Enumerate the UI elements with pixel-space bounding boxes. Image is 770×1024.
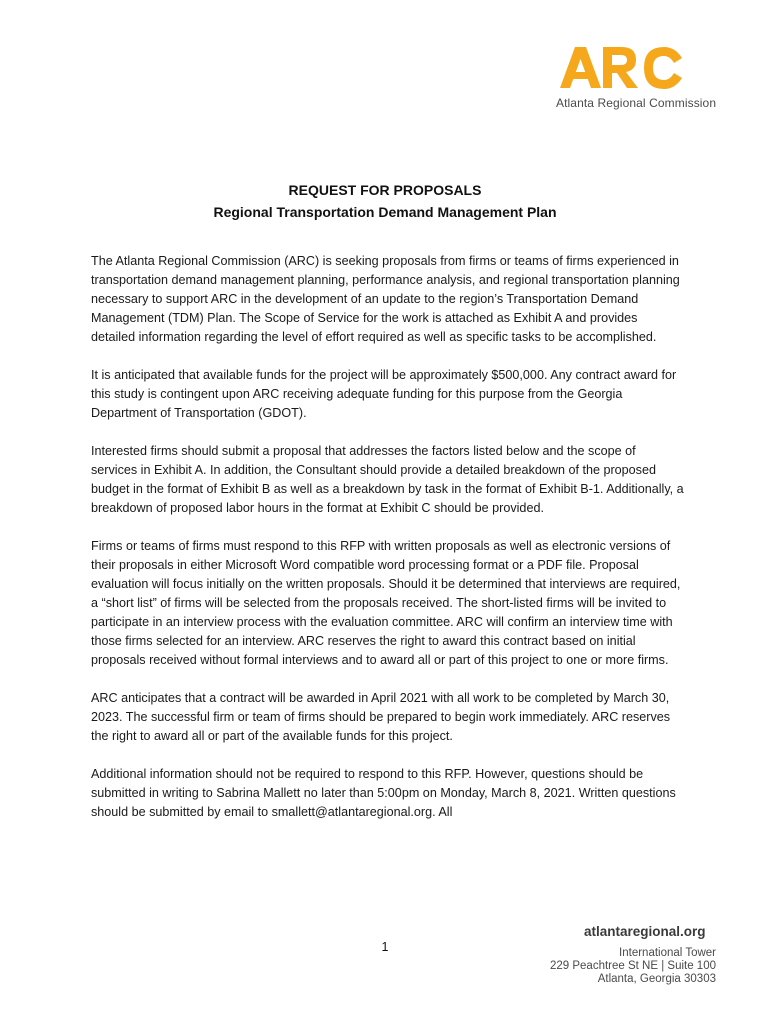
- footer-address: [540, 947, 716, 986]
- paragraph: Interested firms should submit a proposal that addresses the factors listed below and the scope of services in Exhibit A. In addition, the Consultant should provide a detailed breakdown of the proposed budget in the format of Exhibit B as well as a breakdown by task in the format of Exhibit B-1. Additionally, a breakdown of proposed labor hours in the format at Exhibit C should be provided.: [91, 444, 684, 515]
- paragraph: The Atlanta Regional Commission (ARC) is seeking proposals from firms or teams of firms experienced in transportation demand management planning, performance analysis, and regional transportation planning necessary to support ARC in the development of an update to the region’s Transportation Demand Management (TDM) Plan. The Scope of Service for the work is attached as Exhibit A and provides detailed information regarding the level of effort required as well as specific tasks to be accomplished.: [91, 254, 680, 344]
- title-line-1: REQUEST FOR PROPOSALS: [288, 182, 482, 198]
- arc-logo: [556, 44, 726, 90]
- paragraph: ARC anticipates that a contract will be awarded in April 2021 with all work to be completed by March 30, 2023. The successful firm or team of firms should be prepared to begin work immediately. ARC reserves the right to award all or part of the available funds for this project.: [91, 691, 671, 743]
- document-body: [91, 252, 685, 841]
- page-number: 1: [381, 940, 389, 954]
- address-line-3: Atlanta, Georgia 30303: [597, 973, 716, 985]
- address-line-1: International Tower: [619, 947, 716, 959]
- document-title: [0, 179, 770, 223]
- address-line-2: 229 Peachtree St NE | Suite 100: [549, 960, 716, 972]
- paragraph: It is anticipated that available funds for the project will be approximately $500,000. Any contract award for this study is contingent upon ARC receiving adequate funding for this purpose from the Georgia Department of Transportation (GDOT).: [91, 368, 677, 420]
- footer-website: atlantaregional.org: [584, 924, 706, 939]
- paragraph: Additional information should not be required to respond to this RFP. However, questions should be submitted in writing to Sabrina Mallett no later than 5:00pm on Monday, March 8, 2021. Written questions should be submitted by email to smallett@atlantaregional.org. All: [91, 767, 676, 819]
- arc-logo-mark: [556, 44, 686, 90]
- title-line-2: Regional Transportation Demand Management Plan: [213, 204, 557, 220]
- organization-name: Atlanta Regional Commission: [556, 96, 717, 110]
- paragraph: Firms or teams of firms must respond to this RFP with written proposals as well as electronic versions of their proposals in either Microsoft Word compatible word processing format or a PDF file. Proposal evaluation will focus initially on the written proposals. Should it be determined that interviews are required, a “short list” of firms will be selected from the proposals received. The short-listed firms will be invited to participate in an interview process with the evaluation committee. ARC will confirm an interview time with those firms selected for an interview. ARC reserves the right to award this contract based on initial proposals received without formal interviews and to award all or part of this project to one or more firms.: [91, 539, 681, 667]
